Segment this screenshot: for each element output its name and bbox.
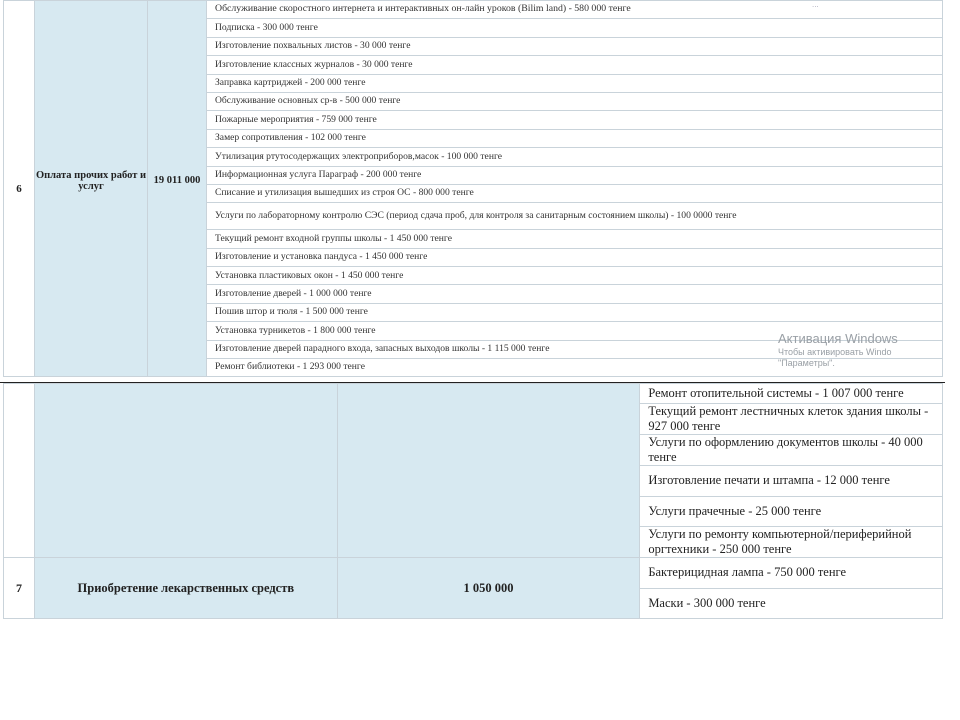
budget-table-fragment-top (3, 0, 943, 383)
expense-item: Услуги по ремонту компьютерной/периферийной оргтехники - 250 000 тенге (640, 527, 943, 558)
expense-item: Списание и утилизация вышедших из строя ОС - 800 000 тенге (207, 184, 943, 202)
section-7-table (3, 383, 943, 619)
expense-item: Изготовление дверей парадного входа, запасных выходов школы - 1 115 000 тенге (207, 340, 943, 358)
expense-item: Текущий ремонт входной группы школы - 1 450 000 тенге (207, 230, 943, 248)
section-name (35, 1, 148, 377)
expense-item: Подписка - 300 000 тенге (207, 19, 943, 37)
empty-name-cell (35, 384, 338, 558)
expense-item: Бактерицидная лампа - 750 000 тенге (640, 558, 943, 589)
expense-item: Услуги по лабораторному контролю СЭС (период сдача проб, для контроля за санитарным состоянием школы) - 100 0000 тенге (207, 203, 943, 230)
expense-item: Обслуживание скоростного интернета и интерактивных он-лайн уроков (Bilim land) - 580 000 тенге (207, 1, 943, 19)
cropped-overlay-text: ... (812, 0, 819, 9)
empty-number-cell (4, 384, 35, 558)
expense-item: Обслуживание основных ср-в - 500 000 тенге (207, 92, 943, 110)
expense-item: Изготовление похвальных листов - 30 000 тенге (207, 37, 943, 55)
expense-item: Маски - 300 000 тенге (640, 588, 943, 619)
expense-item: Пошив штор и тюля - 1 500 000 тенге (207, 303, 943, 321)
expense-item: Текущий ремонт лестничных клеток здания школы - 927 000 тенге (640, 404, 943, 435)
expense-item: Информационная услуга Параграф - 200 000 тенге (207, 166, 943, 184)
section-number: 7 (4, 558, 35, 619)
expense-item: Изготовление дверей - 1 000 000 тенге (207, 285, 943, 303)
watermark-line-2: "Параметры". (778, 358, 835, 368)
expense-item: Услуги по оформлению документов школы - 40 000 тенге (640, 435, 943, 466)
section-name-text: Оплата прочих работ и услуг (35, 169, 147, 192)
expense-item: Установка пластиковых окон - 1 450 000 тенге (207, 267, 943, 285)
table-row (4, 558, 943, 589)
empty-amount-cell (337, 384, 640, 558)
section-name: Приобретение лекарственных средств (35, 558, 338, 619)
table-row (4, 384, 943, 404)
expense-item: Изготовление и установка пандуса - 1 450 000 тенге (207, 248, 943, 266)
expense-item: Ремонт отопительной системы - 1 007 000 тенге (640, 384, 943, 404)
section-6-table (3, 0, 943, 377)
section-number: 6 (4, 1, 35, 377)
expense-item: Заправка картриджей - 200 000 тенге (207, 74, 943, 92)
windows-activation-watermark (778, 331, 944, 369)
expense-item: Услуги прачечные - 25 000 тенге (640, 496, 943, 527)
budget-table-fragment-bottom (3, 383, 943, 618)
watermark-title: Активация Windows (778, 331, 898, 346)
section-amount: 1 050 000 (337, 558, 640, 619)
expense-item: Изготовление печати и штампа - 12 000 тенге (640, 466, 943, 497)
section-amount (148, 1, 207, 377)
watermark-line-1: Чтобы активировать Windo (778, 347, 892, 357)
expense-item: Замер сопротивления - 102 000 тенге (207, 129, 943, 147)
expense-item: Установка турникетов - 1 800 000 тенге (207, 322, 943, 340)
expense-item: Пожарные мероприятия - 759 000 тенге (207, 111, 943, 129)
expense-item: Ремонт библиотеки - 1 293 000 тенге (207, 359, 943, 377)
expense-item: Утилизация ртутосодержащих электроприборов,масок - 100 000 тенге (207, 148, 943, 166)
expense-item: Изготовление классных журналов - 30 000 тенге (207, 56, 943, 74)
table-row (4, 1, 943, 19)
section-amount-text: 19 011 000 (153, 175, 201, 187)
